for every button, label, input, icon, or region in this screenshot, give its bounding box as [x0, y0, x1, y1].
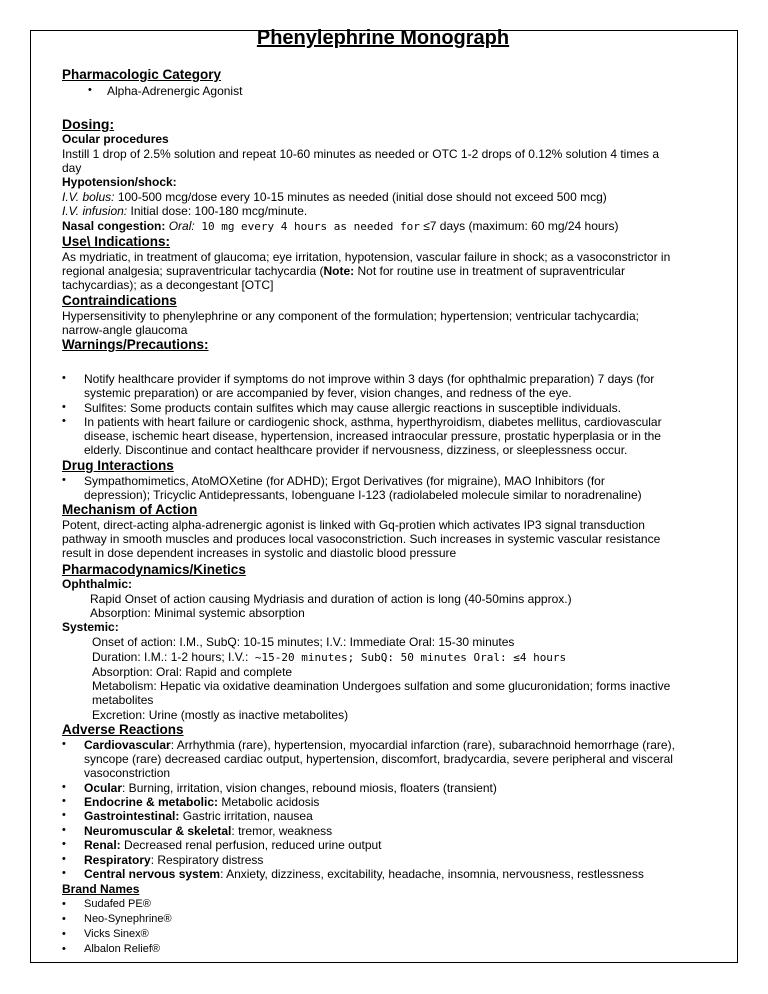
bullet: • [62, 401, 66, 413]
bullet: • [62, 372, 66, 384]
text-segment: Decreased renal perfusion, reduced urine output [120, 838, 382, 852]
heading-indications: Use\ Indications: [62, 234, 171, 249]
text-line [92, 650, 566, 666]
text-line: Instill 1 drop of 2.5% solution and repeat 10-60 minutes as needed or OTC 1-2 drops of 0.12% solution 4 times a [62, 147, 660, 161]
text-line: Metabolism: Hepatic via oxidative deamination Undergoes sulfation and some glucuronidation; forms inactive [92, 679, 671, 693]
bullet: • [62, 781, 66, 793]
text-line [62, 190, 607, 205]
label-note: Note: [323, 264, 355, 278]
subheading-systemic: Systemic: [62, 620, 119, 634]
bullet: • [62, 867, 66, 879]
text-line: elderly. Discontinue and contact healthcare provider if nervousness, dizziness, or sleeplessness occur. [84, 443, 628, 457]
label-renal: Renal: [84, 838, 121, 852]
text-segment: : Anxiety, dizziness, excitability, headache, insomnia, nervousness, restlessness [220, 867, 644, 881]
text-line: Potent, direct-acting alpha-adrenergic agonist is linked with Gq-protien which activates IP3 signal transduction [62, 518, 645, 532]
list-item: Alpha-Adrenergic Agonist [107, 84, 243, 98]
label-endocrine: Endocrine & metabolic: [84, 795, 219, 809]
label-iv-infusion: I.V. infusion: [62, 204, 128, 218]
heading-dosing: Dosing: [62, 116, 115, 132]
text-line: Rapid Onset of action causing Mydriasis and duration of action is long (40-50mins approx.) [90, 592, 572, 606]
bullet: • [62, 913, 66, 925]
brand-item: Neo-Synephrine® [84, 913, 172, 925]
text-line: Sulfites: Some products contain sulfites which may cause allergic reactions in susceptible individuals. [84, 401, 621, 415]
text-segment: Metabolic acidosis [218, 795, 320, 809]
text-line: narrow-angle glaucoma [62, 323, 188, 337]
text-line: In patients with heart failure or cardiogenic shock, asthma, hyperthyroidism, diabetes mellitus, cardiovascular [84, 415, 662, 429]
text-nasal-duration: ≤7 days (maximum: 60 mg/24 hours) [419, 219, 619, 233]
text-line: depression); Tricyclic Antidepressants, Iobenguane I-123 (radiolabeled molecule similar to noradrenaline) [84, 488, 642, 502]
text-line [62, 204, 307, 219]
bullet: • [62, 898, 66, 910]
heading-pharmacologic-category: Pharmacologic Category [62, 67, 222, 82]
label-nasal-congestion: Nasal congestion: [62, 219, 166, 233]
text-segment: Duration: I.M.: 1-2 hours; I.V.: [92, 650, 249, 664]
bullet: • [62, 738, 66, 750]
text-line: Absorption: Minimal systemic absorption [90, 606, 305, 620]
subheading-ophthalmic: Ophthalmic: [62, 577, 133, 591]
heading-pharmacodynamics: Pharmacodynamics/Kinetics [62, 562, 246, 577]
text-line [84, 809, 313, 824]
text-line [84, 853, 263, 868]
subheading-hypotension-shock: Hypotension/shock: [62, 175, 177, 189]
bullet: • [62, 838, 66, 850]
text-line [62, 264, 625, 279]
text-segment: : Respiratory distress [150, 853, 264, 867]
text-line: Hypersensitivity to phenylephrine or any component of the formulation; hypertension; ventricular tachycardia; [62, 309, 639, 323]
text-line: pathway in smooth muscles and produces local vasoconstriction. Such increases in systemic vascular resistance [62, 532, 661, 546]
text-segment: ~15-20 minutes; SubQ: 50 minutes Oral: ≤4 hours [248, 651, 567, 664]
text-line: syncope (rare) decreased cardiac output, hypertension, discomfort, bradycardia, severe peripheral and visceral [84, 752, 673, 766]
heading-brand-names: Brand Names [62, 882, 140, 896]
label-neuromuscular: Neuromuscular & skeletal [84, 824, 232, 838]
heading-contraindications: Contraindications [62, 293, 177, 308]
bullet: • [88, 84, 92, 96]
text-line: Sympathomimetics, AtoMOXetine (for ADHD); Ergot Derivatives (for migraine), MAO Inhibitors (for [84, 474, 605, 488]
text-iv-infusion: Initial dose: 100-180 mcg/minute. [127, 204, 308, 218]
text-segment: Not for routine use in treatment of supraventricular [354, 264, 625, 278]
brand-item: Vicks Sinex® [84, 928, 149, 940]
text-line: metabolites [92, 693, 154, 707]
bullet: • [62, 824, 66, 836]
bullet: • [62, 415, 66, 427]
text-nasal-dose: 10 mg every 4 hours as needed for [194, 220, 420, 233]
text-segment: Gastric irritation, nausea [179, 809, 313, 823]
text-line [84, 738, 675, 753]
heading-adverse-reactions: Adverse Reactions [62, 722, 184, 737]
heading-drug-interactions: Drug Interactions [62, 458, 174, 473]
text-line: Absorption: Oral: Rapid and complete [92, 665, 293, 679]
bullet: • [62, 943, 66, 955]
label-ocular: Ocular [84, 781, 123, 795]
text-line [84, 795, 319, 810]
text-line: result in dose dependent increases in systolic and diastolic blood pressure [62, 546, 457, 560]
text-segment: : tremor, weakness [231, 824, 333, 838]
bullet: • [62, 795, 66, 807]
label-oral: Oral: [165, 219, 195, 233]
text-line [84, 824, 332, 839]
label-cardiovascular: Cardiovascular [84, 738, 171, 752]
brand-item: Albalon Relief® [84, 943, 160, 955]
text-line: tachycardias); as a decongestant [OTC] [62, 278, 274, 292]
subheading-ocular-procedures: Ocular procedures [62, 132, 169, 146]
text-segment: : Burning, irritation, vision changes, rebound miosis, floaters (transient) [122, 781, 497, 795]
heading-mechanism-of-action: Mechanism of Action [62, 502, 198, 517]
bullet: • [62, 474, 66, 486]
text-iv-bolus: 100-500 mcg/dose every 10-15 minutes as needed (initial dose should not exceed 500 mcg) [114, 190, 607, 204]
text-line [62, 219, 619, 235]
label-respiratory: Respiratory [84, 853, 151, 867]
text-line: Onset of action: I.M., SubQ: 10-15 minutes; I.V.: Immediate Oral: 15-30 minutes [92, 635, 515, 649]
text-line: As mydriatic, in treatment of glaucoma; eye irritation, hypotension, vascular failure in shock; as a vasoconstrictor in [62, 250, 671, 264]
text-segment: regional analgesia; supraventricular tachycardia ( [62, 264, 324, 278]
heading-warnings: Warnings/Precautions: [62, 337, 209, 352]
text-line: Notify healthcare provider if symptoms do not improve within 3 days (for ophthalmic preparation) 7 days (for [84, 372, 655, 386]
bullet: • [62, 928, 66, 940]
bullet: • [62, 853, 66, 865]
bullet: • [62, 809, 66, 821]
text-line [84, 838, 382, 853]
page-title: Phenylephrine Monograph [256, 27, 510, 49]
label-iv-bolus: I.V. bolus: [62, 190, 115, 204]
brand-item: Sudafed PE® [84, 898, 151, 910]
text-segment: : Arrhythmia (rare), hypertension, myocardial infarction (rare), subarachnoid hemorrhage (rare), [170, 738, 675, 752]
text-line: Excretion: Urine (mostly as inactive metabolites) [92, 708, 349, 722]
text-line: disease, ischemic heart disease, hypertension, increased intraocular pressure, prostatic hyperplasia or in the [84, 429, 661, 443]
label-gastrointestinal: Gastrointestinal: [84, 809, 180, 823]
text-line: day [62, 161, 82, 175]
text-line [84, 867, 644, 882]
label-cns: Central nervous system [84, 867, 221, 881]
text-line: vasoconstriction [84, 766, 171, 780]
text-line [84, 781, 497, 796]
text-line: systemic preparation) or are accompanied by fever, vision changes, and redness of the eye. [84, 386, 572, 400]
